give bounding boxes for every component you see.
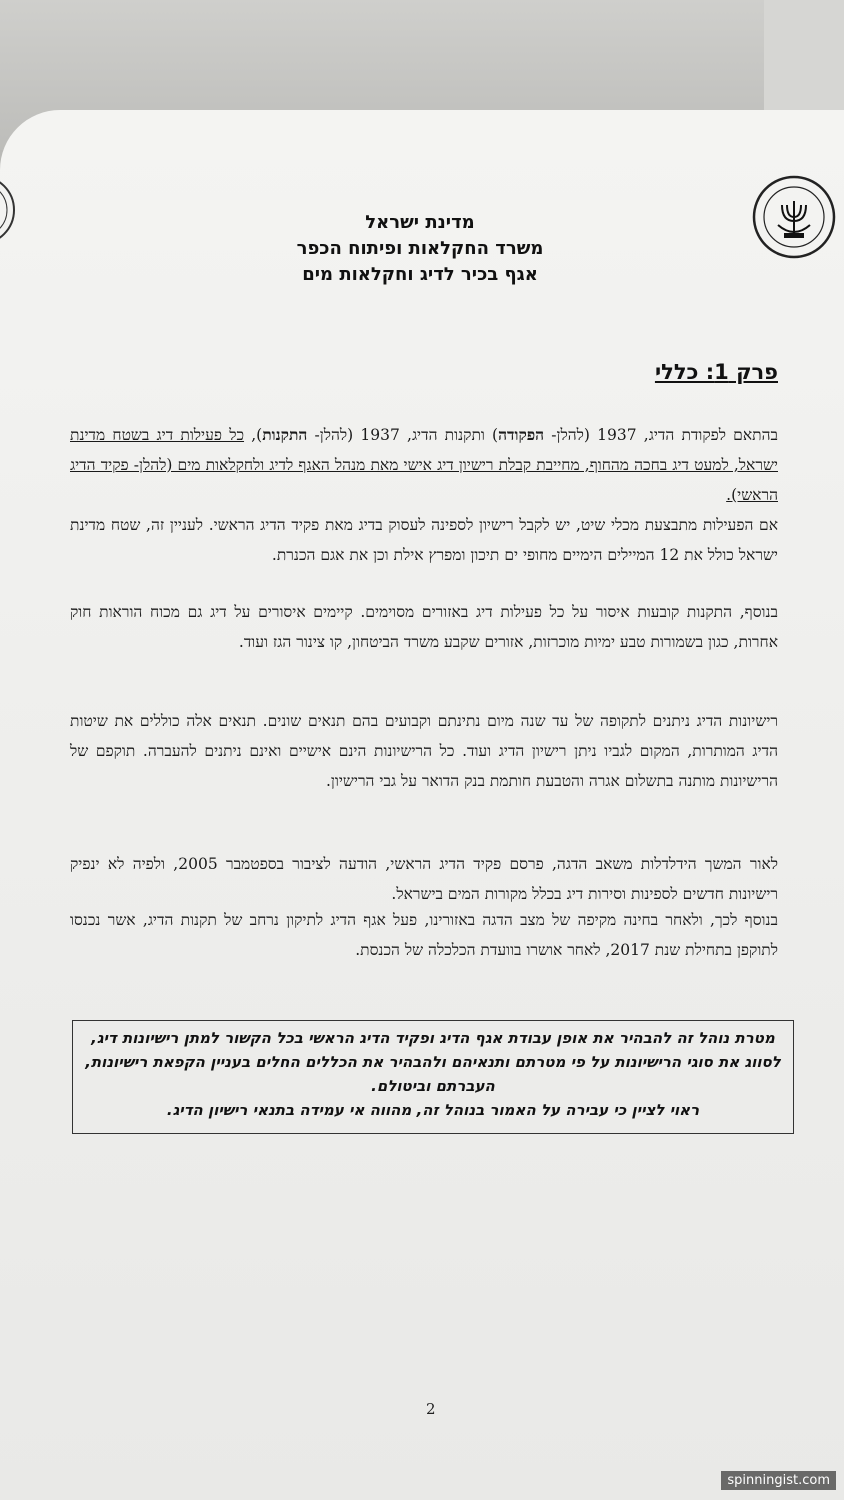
paragraph-5: לאור המשך הידלדלות משאב הדגה, פרסם פקיד הדיג הראשי, הודעה לציבור בספטמבר 2005, ולפיה לא ינפיק רישיונות חדשים לספינות וסירות דיג בכלל מקורות המים בישראל. — [70, 855, 778, 903]
paragraph-1-term-regulations: התקנות — [262, 425, 308, 444]
ministry-emblem-icon — [752, 165, 836, 269]
header-ministry-name: משרד החקלאות ופיתוח הכפר — [296, 238, 544, 259]
notice-warning: ראוי לציין כי עבירה על האמור בנוהל זה, מהווה אי עמידה בתנאי רישיון הדיג. — [166, 1101, 700, 1119]
paragraph-1-term-ordinance: הפקודה — [498, 425, 545, 444]
paragraph-1 — [70, 420, 778, 510]
paragraph-1-underlined: כל פעילות דיג בשטח מדינת ישראל, למעט דיג בחכה מהחוף, מחייבת קבלת רישיון דיג אישי מאת מנהל האגף לדיג ולחקלאות מים (להלן- פקיד הדיג הראשי). — [70, 426, 778, 504]
paragraph-4: רישיונות הדיג ניתנים לתקופה של עד שנה מיום נתינתם וקבועים בהם תנאים שונים. תנאים אלה כוללים את שיטות הדיג המותרות, המקום לגביו ניתן רישיון הדיג ועוד. כל הרישיונות הינם אישיים ואינם ניתנים להעברה. תוקפם של הרישיונות מותנה בתשלום אגרה והטבעת חותמת בנק הדואר על גבי הרישיון. — [70, 712, 778, 790]
section-title: פרק 1: כללי — [654, 360, 778, 384]
paragraph-1-part-c: ) ותקנות הדיג, 1937 (להלן- — [307, 426, 499, 444]
paragraph-2: אם הפעילות מתבצעת מכלי שיט, יש לקבל רישיון לספינה לעסוק בדיג מאת פקיד הדיג הראשי. לעניין זה, שטח מדינת ישראל כולל את 12 המיילים הימיים מחופי ים תיכון ומפרץ אילת וכן את אגם הכנרת. — [70, 516, 778, 564]
notice-text-block — [80, 1026, 786, 1122]
header-state-name: מדינת ישראל — [365, 212, 475, 233]
page-number: 2 — [426, 1400, 436, 1418]
watermark: spinningist.com — [721, 1471, 836, 1490]
notice-purpose: מטרת נוהל זה להבהיר את אופן עבודת אגף הדיג ופקיד הדיג הראשי בכל הקשור למתן רישיונות דיג, לסווג את סוגי הרישיונות על פי מטרתם ותנאיהם ולהבהיר את הכללים החלים בעניין הקפאת רישיונות, העברתם וביטולם. — [85, 1029, 781, 1095]
paragraph-1-part-e: ), — [244, 426, 263, 444]
paragraph-6: בנוסף לכך, ולאחר בחינה מקיפה של מצב הדגה באזורינו, פעל אגף הדיג לתיקון נרחב של תקנות הדיג, אשר נכנסו לתוקפן בתחילת שנת 2017, לאחר אושרו בוועדת הכלכלה של הכנסת. — [70, 911, 778, 959]
header-department-name: אגף בכיר לדיג וחקלאות מים — [302, 264, 538, 285]
paragraph-3: בנוסף, התקנות קובעות איסור על כל פעילות דיג באזורים מסוימים. קיימים איסורים על דיג גם מכוח הוראות חוק אחרות, כגון בשמורות טבע ימיות מוכרזות, אזורים שקבע משרד הביטחון, קו צינור הגז ועוד. — [70, 603, 778, 651]
stamp-left-partial-icon — [0, 170, 30, 250]
paragraph-1-part-a: בהתאם לפקודת הדיג, 1937 (להלן- — [544, 426, 778, 444]
document-page — [0, 110, 844, 1500]
document-header — [200, 210, 640, 288]
